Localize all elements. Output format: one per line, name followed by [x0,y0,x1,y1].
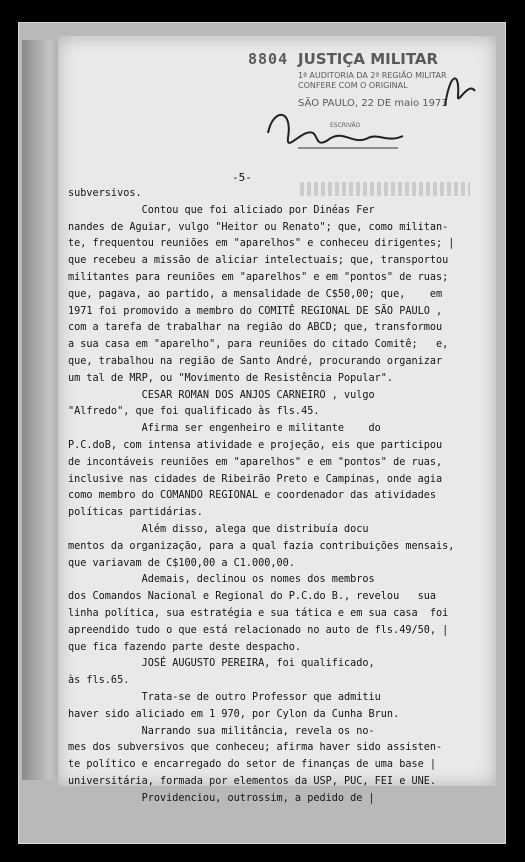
text-line: P.C.doB, com intensa atividade e projeção, eis que participou [68,439,443,451]
text-line: militantes para reuniões em "aparelhos" e em "pontos" de ruas; [68,271,449,283]
stamp-line-2: 1ª AUDITORIA DA 2ª REGIÃO MILITAR [298,71,447,80]
text-line: mentos da organização, para a qual fazia contribuições mensais, [68,540,455,552]
text-line: que fica fazendo parte deste despacho. [68,641,302,653]
text-line: inclusive nas cidades de Ribeirão Preto e Campinas, onde agia [68,473,443,485]
text-line: apreendido tudo o que está relacionado no auto de fls.49/50, | [68,624,449,636]
text-line: 1971 foi promovido a membro do COMITÊ REGIONAL DE SÃO PAULO , [68,305,443,317]
text-line: te, frequentou reuniões em "aparelhos" e conheceu dirigentes; | [68,238,455,250]
text-line: Além disso, alega que distribuía docu [68,523,369,535]
text-line: a sua casa em "aparelho", para reuniões do citado Comitê; e, [68,339,449,351]
text-line: políticas partidárias. [68,507,203,519]
text-line: às fls.65. [68,675,130,687]
text-line: que variavam de C$100,00 a C1.000,00. [68,557,295,569]
handwritten-initials [440,66,480,111]
stamp-line-3: CONFERE COM O ORIGINAL [298,81,408,90]
text-line: te político e encarregado do setor de finanças de uma base | [68,759,437,771]
text-line: subversivos. [68,188,142,199]
text-line: Ademais, declinou os nomes dos membros [68,574,375,586]
text-line: de incontáveis reuniões em "aparelhos" e em "pontos" de ruas, [68,456,443,468]
document-body [68,186,494,807]
text-line: com a tarefa de trabalhar na região do ABCD; que, transformou [68,322,443,334]
left-page-edge [22,40,62,780]
text-line: universitária, formada por elementos da USP, PUC, FEI e UNE. [68,775,437,787]
handwritten-signature [258,98,408,158]
text-line: dos Comandos Nacional e Regional do P.C.do B., revelou sua [68,591,437,603]
text-line: Afirma ser engenheiro e militante do [68,423,381,435]
text-line: nandes de Aguiar, vulgo "Heitor ou Renato"; que, como militan- [68,221,449,233]
page-number: -5- [232,171,252,184]
stamp-caption: ESCRIVÃO [330,122,361,129]
text-line: que recebeu a missão de aliciar intelectuais; que, transportou [68,255,449,267]
text-line: "Alfredo", que foi qualificado às fls.45. [68,406,320,418]
text-line: um tal de MRP, ou "Movimento de Resistência Popular". [68,372,394,384]
stamp-header: JUSTIÇA MILITAR [298,50,439,68]
text-line: como membro do COMANDO REGIONAL e coordenador das atividades [68,490,437,502]
text-line: que, pagava, ao partido, a mensalidade de C$50,00; que, em [68,288,443,300]
text-line: CESAR ROMAN DOS ANJOS CARNEIRO , vulgo [68,389,375,401]
text-line: Narrando sua militância, revela os no- [68,725,375,737]
text-line: Trata-se de outro Professor que admitiu [68,691,381,703]
text-line: que, trabalhou na região de Santo André, procurando organizar [68,355,443,367]
text-line: linha política, sua estratégia e sua tática e em sua casa foi [68,607,449,619]
stamp-date: SÃO PAULO, 22 DE maio 1973 [298,98,448,109]
text-line: Providenciou, outrossim, a pedido de | [68,792,375,804]
text-line: haver sido aliciado em 1 970, por Cylon da Cunha Brun. [68,708,400,720]
text-line: Contou que foi aliciado por Dinéas Fer [68,204,375,216]
text-line: mes dos subversivos que conheceu; afirma haver sido assisten- [68,742,443,754]
stamp-number: 8804 [248,50,289,68]
text-line: JOSÉ AUGUSTO PEREIRA, foi qualificado, [68,658,375,670]
